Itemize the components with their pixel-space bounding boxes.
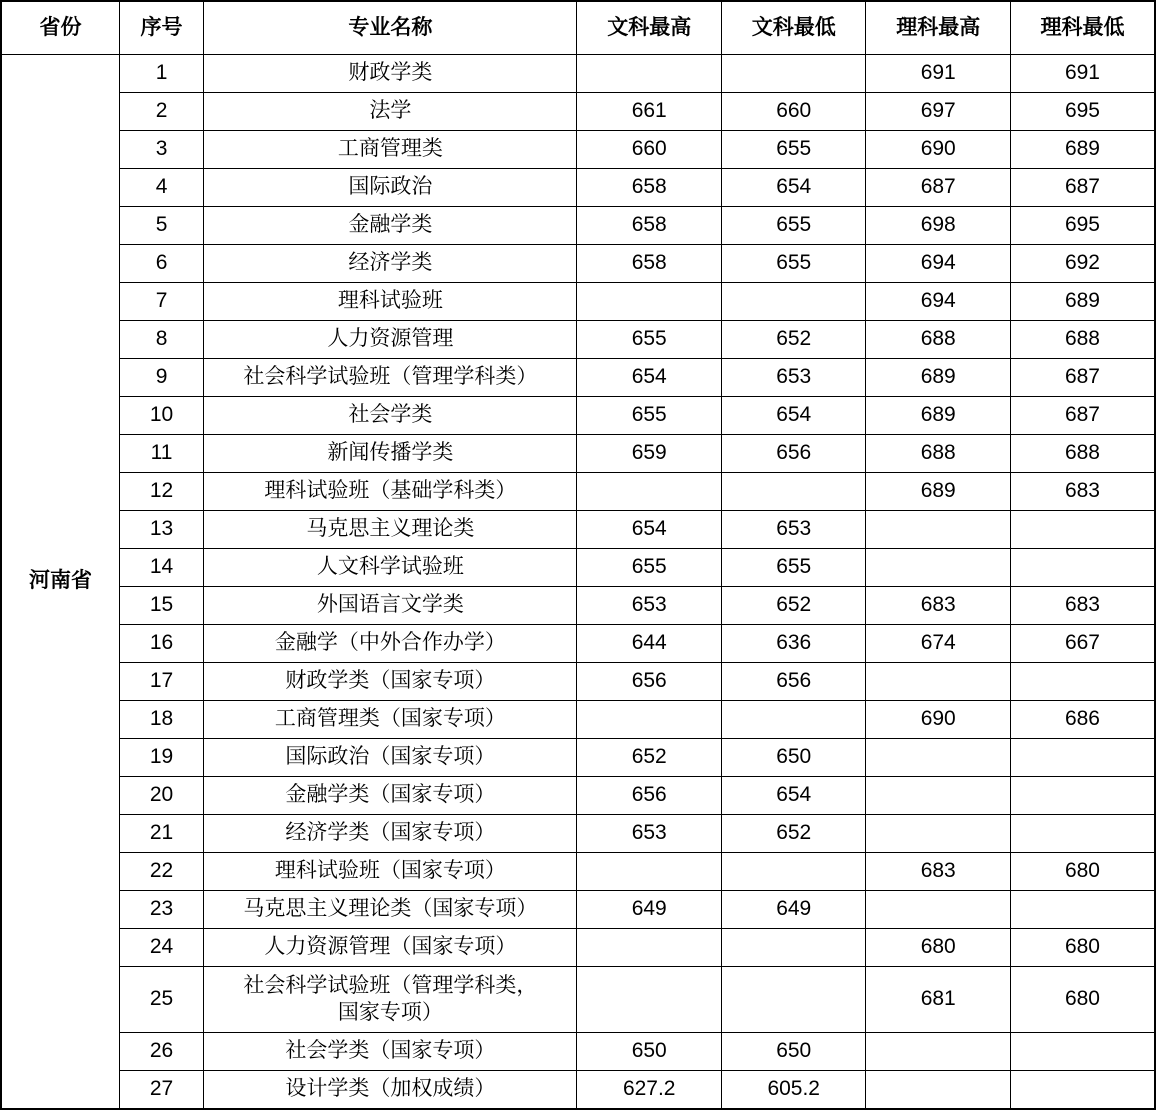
science-low-score-cell (1010, 891, 1155, 929)
science-low-score-cell: 683 (1010, 473, 1155, 511)
table-header (1, 1, 1155, 55)
row-index-cell: 18 (119, 701, 203, 739)
major-name-cell: 金融学类（国家专项） (204, 777, 577, 815)
science-high-score-cell (866, 511, 1011, 549)
major-name-cell: 国际政治（国家专项） (204, 739, 577, 777)
row-index-cell: 13 (119, 511, 203, 549)
table-row (1, 283, 1155, 321)
table-row (1, 853, 1155, 891)
science-low-score-cell: 686 (1010, 701, 1155, 739)
science-high-score-cell: 690 (866, 131, 1011, 169)
liberal-arts-high-score-cell: 653 (577, 815, 722, 853)
liberal-arts-low-score-cell (721, 967, 866, 1033)
science-low-score-cell: 691 (1010, 55, 1155, 93)
liberal-arts-high-score-cell (577, 853, 722, 891)
science-high-score-cell (866, 815, 1011, 853)
table-row (1, 359, 1155, 397)
science-low-score-cell (1010, 1071, 1155, 1109)
science-high-score-cell (866, 739, 1011, 777)
major-name-cell: 金融学类 (204, 207, 577, 245)
science-high-score-cell: 690 (866, 701, 1011, 739)
science-high-score-cell (866, 1071, 1011, 1109)
science-high-score-cell: 683 (866, 853, 1011, 891)
liberal-arts-high-score-cell (577, 701, 722, 739)
liberal-arts-high-score-cell: 654 (577, 511, 722, 549)
row-index-cell: 15 (119, 587, 203, 625)
row-index-cell: 1 (119, 55, 203, 93)
row-index-cell: 17 (119, 663, 203, 701)
row-index-cell: 5 (119, 207, 203, 245)
science-low-score-cell (1010, 549, 1155, 587)
liberal-arts-high-score-cell (577, 283, 722, 321)
row-index-cell: 21 (119, 815, 203, 853)
science-low-score-cell: 695 (1010, 207, 1155, 245)
major-name-cell: 法学 (204, 93, 577, 131)
major-name-cell: 金融学（中外合作办学） (204, 625, 577, 663)
science-high-score-cell: 680 (866, 929, 1011, 967)
liberal-arts-high-score-cell: 649 (577, 891, 722, 929)
science-high-score-cell: 697 (866, 93, 1011, 131)
major-name-cell: 工商管理类（国家专项） (204, 701, 577, 739)
header-index: 序号 (119, 1, 203, 55)
liberal-arts-low-score-cell (721, 853, 866, 891)
liberal-arts-low-score-cell: 654 (721, 777, 866, 815)
table-row (1, 891, 1155, 929)
row-index-cell: 26 (119, 1033, 203, 1071)
science-high-score-cell: 694 (866, 245, 1011, 283)
table-row (1, 321, 1155, 359)
liberal-arts-high-score-cell (577, 929, 722, 967)
liberal-arts-high-score-cell: 656 (577, 777, 722, 815)
liberal-arts-low-score-cell (721, 473, 866, 511)
table-row (1, 473, 1155, 511)
row-index-cell: 6 (119, 245, 203, 283)
liberal-arts-high-score-cell: 660 (577, 131, 722, 169)
science-low-score-cell (1010, 1033, 1155, 1071)
header-liberal-arts-high: 文科最高 (577, 1, 722, 55)
science-low-score-cell (1010, 663, 1155, 701)
liberal-arts-low-score-cell: 650 (721, 1033, 866, 1071)
table-row (1, 93, 1155, 131)
science-low-score-cell: 683 (1010, 587, 1155, 625)
liberal-arts-high-score-cell: 655 (577, 397, 722, 435)
row-index-cell: 4 (119, 169, 203, 207)
science-high-score-cell: 689 (866, 397, 1011, 435)
liberal-arts-low-score-cell: 654 (721, 397, 866, 435)
liberal-arts-high-score-cell: 658 (577, 245, 722, 283)
major-name-cell: 经济学类 (204, 245, 577, 283)
liberal-arts-low-score-cell: 653 (721, 359, 866, 397)
liberal-arts-low-score-cell: 636 (721, 625, 866, 663)
liberal-arts-high-score-cell: 655 (577, 321, 722, 359)
major-name-cell: 人力资源管理 (204, 321, 577, 359)
table-row (1, 397, 1155, 435)
table-row (1, 207, 1155, 245)
science-low-score-cell (1010, 511, 1155, 549)
liberal-arts-high-score-cell (577, 55, 722, 93)
science-low-score-cell (1010, 815, 1155, 853)
major-name-cell: 人力资源管理（国家专项） (204, 929, 577, 967)
major-name-cell: 财政学类 (204, 55, 577, 93)
science-low-score-cell: 687 (1010, 359, 1155, 397)
science-low-score-cell (1010, 739, 1155, 777)
science-high-score-cell: 698 (866, 207, 1011, 245)
header-province: 省份 (1, 1, 119, 55)
science-low-score-cell: 667 (1010, 625, 1155, 663)
major-name-cell (204, 967, 577, 1033)
row-index-cell: 19 (119, 739, 203, 777)
liberal-arts-low-score-cell: 652 (721, 321, 866, 359)
table-row (1, 435, 1155, 473)
science-high-score-cell: 681 (866, 967, 1011, 1033)
major-name-cell: 经济学类（国家专项） (204, 815, 577, 853)
table-body (1, 55, 1155, 1109)
table-row (1, 777, 1155, 815)
row-index-cell: 24 (119, 929, 203, 967)
liberal-arts-low-score-cell: 660 (721, 93, 866, 131)
liberal-arts-high-score-cell: 627.2 (577, 1071, 722, 1109)
science-high-score-cell (866, 663, 1011, 701)
major-name-cell: 工商管理类 (204, 131, 577, 169)
table-row (1, 929, 1155, 967)
row-index-cell: 2 (119, 93, 203, 131)
table-row (1, 55, 1155, 93)
science-low-score-cell: 689 (1010, 283, 1155, 321)
liberal-arts-low-score-cell (721, 283, 866, 321)
major-name-cell: 财政学类（国家专项） (204, 663, 577, 701)
row-index-cell: 7 (119, 283, 203, 321)
major-name-line: 国家专项） (337, 1000, 443, 1024)
table-row (1, 1071, 1155, 1109)
table-row (1, 131, 1155, 169)
science-low-score-cell: 688 (1010, 321, 1155, 359)
row-index-cell: 22 (119, 853, 203, 891)
table-row (1, 245, 1155, 283)
row-index-cell: 27 (119, 1071, 203, 1109)
science-high-score-cell: 689 (866, 359, 1011, 397)
row-index-cell: 25 (119, 967, 203, 1033)
science-high-score-cell: 674 (866, 625, 1011, 663)
row-index-cell: 11 (119, 435, 203, 473)
science-low-score-cell: 680 (1010, 853, 1155, 891)
major-name-cell: 新闻传播学类 (204, 435, 577, 473)
liberal-arts-high-score-cell: 658 (577, 169, 722, 207)
liberal-arts-low-score-cell: 653 (721, 511, 866, 549)
liberal-arts-high-score-cell: 653 (577, 587, 722, 625)
liberal-arts-low-score-cell: 656 (721, 663, 866, 701)
major-name-cell: 理科试验班 (204, 283, 577, 321)
major-name-cell: 设计学类（加权成绩） (204, 1071, 577, 1109)
row-index-cell: 10 (119, 397, 203, 435)
row-index-cell: 16 (119, 625, 203, 663)
science-high-score-cell (866, 1033, 1011, 1071)
header-science-low: 理科最低 (1010, 1, 1155, 55)
liberal-arts-high-score-cell: 644 (577, 625, 722, 663)
row-index-cell: 23 (119, 891, 203, 929)
major-name-cell: 理科试验班（国家专项） (204, 853, 577, 891)
major-name-cell: 马克思主义理论类 (204, 511, 577, 549)
major-name-cell: 理科试验班（基础学科类） (204, 473, 577, 511)
row-index-cell: 9 (119, 359, 203, 397)
liberal-arts-low-score-cell: 655 (721, 131, 866, 169)
science-high-score-cell: 683 (866, 587, 1011, 625)
table-row (1, 511, 1155, 549)
liberal-arts-high-score-cell: 658 (577, 207, 722, 245)
major-name-cell: 国际政治 (204, 169, 577, 207)
science-low-score-cell: 695 (1010, 93, 1155, 131)
header-row (1, 1, 1155, 55)
table-row (1, 169, 1155, 207)
liberal-arts-low-score-cell: 655 (721, 207, 866, 245)
science-high-score-cell (866, 549, 1011, 587)
science-low-score-cell: 688 (1010, 435, 1155, 473)
table-row (1, 663, 1155, 701)
science-low-score-cell: 689 (1010, 131, 1155, 169)
science-high-score-cell: 691 (866, 55, 1011, 93)
liberal-arts-high-score-cell: 655 (577, 549, 722, 587)
liberal-arts-low-score-cell: 656 (721, 435, 866, 473)
row-index-cell: 12 (119, 473, 203, 511)
liberal-arts-high-score-cell: 654 (577, 359, 722, 397)
science-low-score-cell: 680 (1010, 929, 1155, 967)
liberal-arts-high-score-cell: 656 (577, 663, 722, 701)
liberal-arts-low-score-cell (721, 701, 866, 739)
liberal-arts-low-score-cell: 652 (721, 815, 866, 853)
liberal-arts-low-score-cell: 655 (721, 245, 866, 283)
science-high-score-cell: 687 (866, 169, 1011, 207)
science-high-score-cell (866, 891, 1011, 929)
liberal-arts-low-score-cell (721, 929, 866, 967)
liberal-arts-low-score-cell: 605.2 (721, 1071, 866, 1109)
table-row (1, 549, 1155, 587)
header-major: 专业名称 (204, 1, 577, 55)
table-row (1, 587, 1155, 625)
science-high-score-cell: 689 (866, 473, 1011, 511)
table-row (1, 701, 1155, 739)
liberal-arts-high-score-cell: 661 (577, 93, 722, 131)
liberal-arts-high-score-cell: 650 (577, 1033, 722, 1071)
science-high-score-cell: 688 (866, 321, 1011, 359)
liberal-arts-high-score-cell: 652 (577, 739, 722, 777)
liberal-arts-low-score-cell: 649 (721, 891, 866, 929)
major-name-cell: 马克思主义理论类（国家专项） (204, 891, 577, 929)
science-low-score-cell: 687 (1010, 397, 1155, 435)
liberal-arts-high-score-cell: 659 (577, 435, 722, 473)
liberal-arts-low-score-cell: 655 (721, 549, 866, 587)
table-row (1, 815, 1155, 853)
major-name-cell: 人文科学试验班 (204, 549, 577, 587)
header-liberal-arts-low: 文科最低 (721, 1, 866, 55)
liberal-arts-low-score-cell: 650 (721, 739, 866, 777)
table-row (1, 739, 1155, 777)
major-name-cell: 社会学类 (204, 397, 577, 435)
science-low-score-cell: 680 (1010, 967, 1155, 1033)
science-high-score-cell (866, 777, 1011, 815)
major-name-cell: 外国语言文学类 (204, 587, 577, 625)
row-index-cell: 8 (119, 321, 203, 359)
row-index-cell: 3 (119, 131, 203, 169)
row-index-cell: 20 (119, 777, 203, 815)
liberal-arts-low-score-cell (721, 55, 866, 93)
major-name-line: 社会科学试验班（管理学科类， (243, 974, 538, 998)
science-low-score-cell: 687 (1010, 169, 1155, 207)
row-index-cell: 14 (119, 549, 203, 587)
liberal-arts-high-score-cell (577, 967, 722, 1033)
science-high-score-cell: 694 (866, 283, 1011, 321)
header-science-high: 理科最高 (866, 1, 1011, 55)
table-row (1, 625, 1155, 663)
liberal-arts-high-score-cell (577, 473, 722, 511)
science-high-score-cell: 688 (866, 435, 1011, 473)
major-name-cell: 社会科学试验班（管理学科类） (204, 359, 577, 397)
province-cell: 河南省 (1, 55, 119, 1109)
science-low-score-cell: 692 (1010, 245, 1155, 283)
liberal-arts-low-score-cell: 652 (721, 587, 866, 625)
table-row (1, 967, 1155, 1033)
major-name-cell: 社会学类（国家专项） (204, 1033, 577, 1071)
science-low-score-cell (1010, 777, 1155, 815)
table-row (1, 1033, 1155, 1071)
liberal-arts-low-score-cell: 654 (721, 169, 866, 207)
